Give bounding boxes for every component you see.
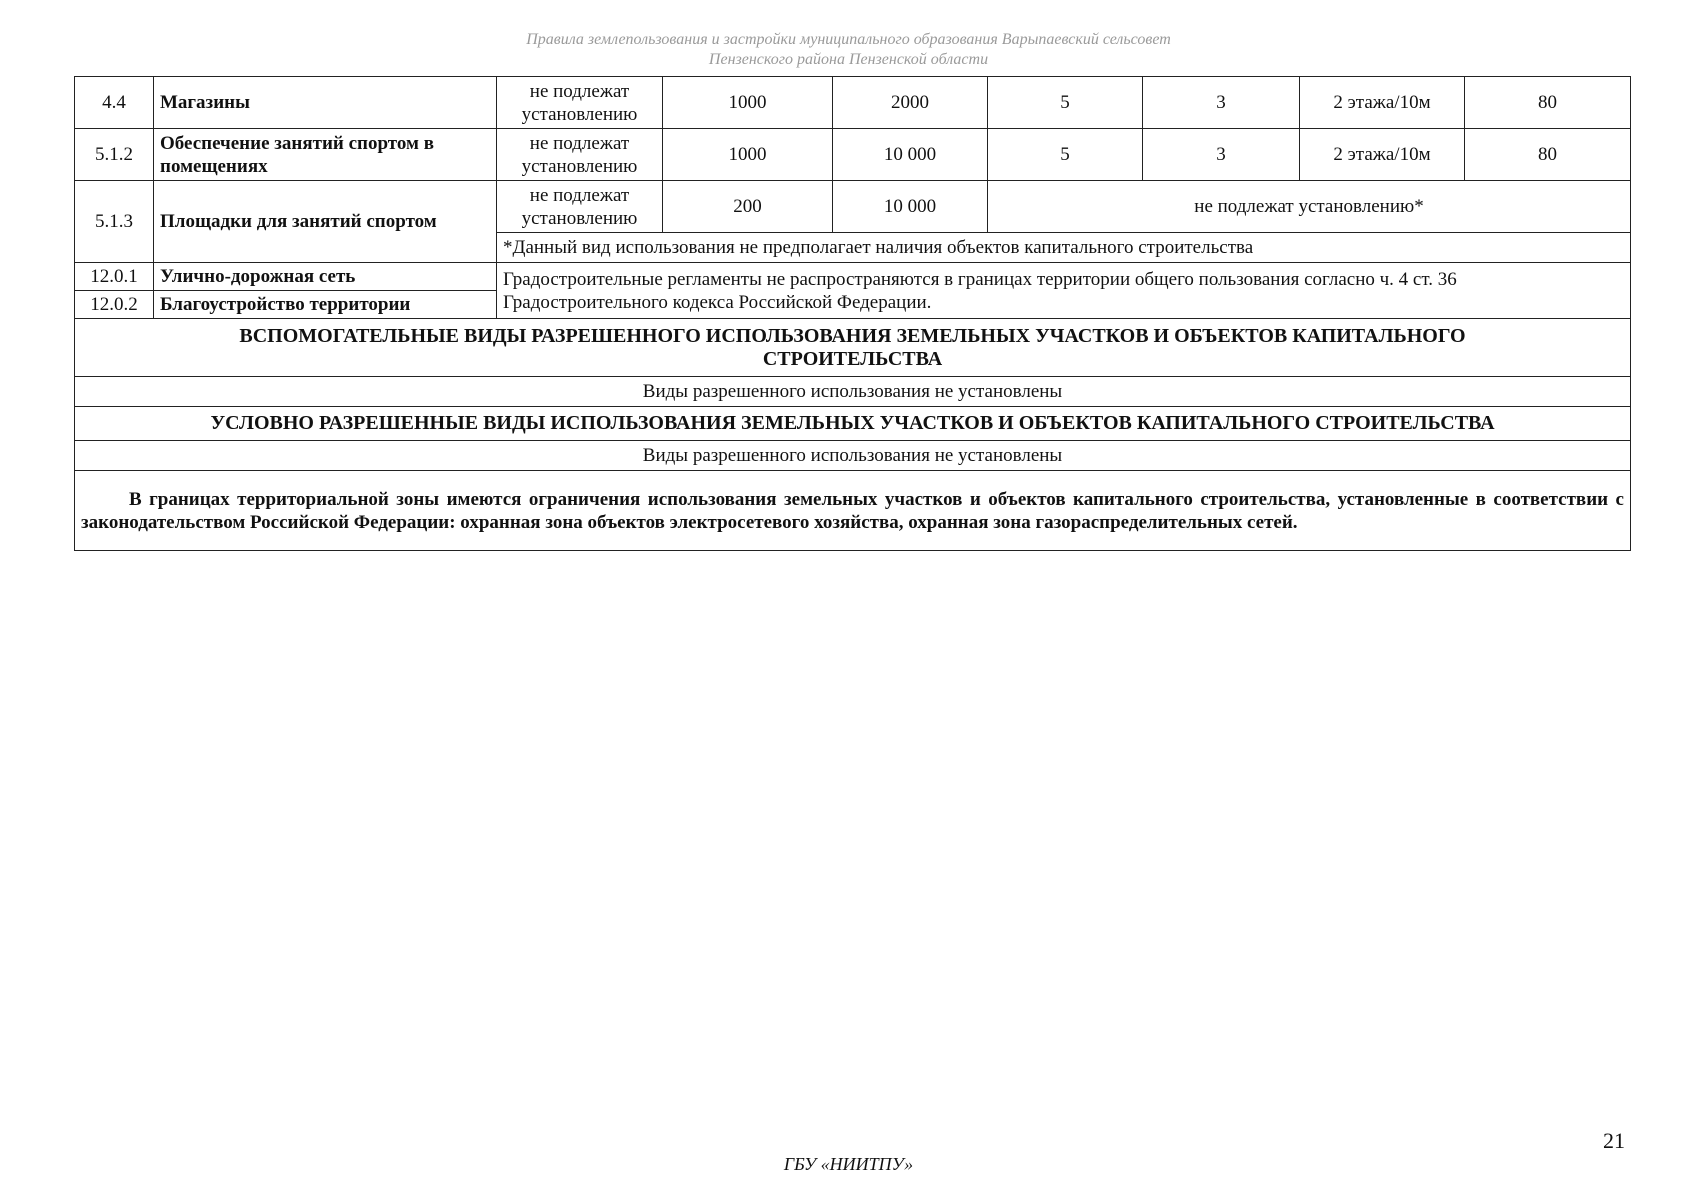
- row-code: 12.0.1: [75, 263, 154, 291]
- row-name: Магазины: [154, 77, 497, 129]
- footnote-cell: *Данный вид использования не предполагает наличия объектов капитального строительства: [497, 233, 1631, 263]
- row-code: 5.1.3: [75, 181, 154, 263]
- section-value-row: [75, 377, 1631, 407]
- page-number: 21: [1603, 1128, 1625, 1153]
- auxiliary-uses-value: Виды разрешенного использования не установлены: [75, 377, 1631, 407]
- row-name: Площадки для занятий спортом: [154, 181, 497, 263]
- row-value: 2 этажа/10м: [1300, 77, 1465, 129]
- row-value: не подлежат установлению: [497, 77, 663, 129]
- header-line-1: Правила землепользования и застройки муниципального образования Варыпаевский сельсовет: [526, 31, 1171, 48]
- table-row: [75, 263, 1631, 291]
- auxiliary-uses-heading: ВСПОМОГАТЕЛЬНЫЕ ВИДЫ РАЗРЕШЕННОГО ИСПОЛЬЗОВАНИЯ ЗЕМЕЛЬНЫХ УЧАСТКОВ И ОБЪЕКТОВ КАПИТАЛЬНОГО СТРОИТЕЛЬСТВА: [75, 319, 1631, 377]
- row-name: Благоустройство территории: [154, 291, 497, 319]
- row-value: 80: [1465, 77, 1631, 129]
- public-use-note: Градостроительные регламенты не распространяются в границах территории общего пользования согласно ч. 4 ст. 36 Градостроительного кодекса Российской Федерации.: [497, 263, 1631, 319]
- header-line-2: Пензенского района Пензенской области: [708, 51, 989, 68]
- restrictions-cell: [75, 471, 1631, 551]
- row-code: 12.0.2: [75, 291, 154, 319]
- conditional-uses-heading: УСЛОВНО РАЗРЕШЕННЫЕ ВИДЫ ИСПОЛЬЗОВАНИЯ ЗЕМЕЛЬНЫХ УЧАСТКОВ И ОБЪЕКТОВ КАПИТАЛЬНОГО СТРОИТЕЛЬСТВА: [75, 407, 1631, 441]
- row-name: Улично-дорожная сеть: [154, 263, 497, 291]
- row-value: не подлежат установлению: [497, 181, 663, 233]
- row-value: 10 000: [833, 129, 988, 181]
- row-value: 200: [663, 181, 833, 233]
- row-value: 1000: [663, 77, 833, 129]
- land-use-regulations-table: [74, 76, 1631, 551]
- section-heading-row: [75, 407, 1631, 441]
- row-value: 5: [988, 129, 1143, 181]
- merged-not-established-cell: не подлежат установлению*: [988, 181, 1631, 233]
- conditional-uses-value: Виды разрешенного использования не установлены: [75, 441, 1631, 471]
- row-value: 5: [988, 77, 1143, 129]
- restrictions-row: [75, 471, 1631, 551]
- row-value: не подлежат установлению: [497, 129, 663, 181]
- row-name: Обеспечение занятий спортом в помещениях: [154, 129, 497, 181]
- page-header: [0, 30, 1697, 70]
- row-value: 2 этажа/10м: [1300, 129, 1465, 181]
- row-value: 10 000: [833, 181, 988, 233]
- row-code: 4.4: [75, 77, 154, 129]
- row-code: 5.1.2: [75, 129, 154, 181]
- row-value: 3: [1143, 129, 1300, 181]
- table-row: [75, 129, 1631, 181]
- row-value: 3: [1143, 77, 1300, 129]
- table-row: [75, 77, 1631, 129]
- footer: ГБУ «НИИТПУ»: [783, 1154, 914, 1174]
- section-value-row: [75, 441, 1631, 471]
- restrictions-text: В границах территориальной зоны имеются ограничения использования земельных участков и объектов капитального строительства, установленные в соответствии с законодательством Российской Федерации: охранная зона объектов электросетевого хозяйства, охранная зона газораспределительных сетей.: [81, 488, 1624, 533]
- section-heading-row: [75, 319, 1631, 377]
- row-value: 80: [1465, 129, 1631, 181]
- row-value: 2000: [833, 77, 988, 129]
- table-row: [75, 181, 1631, 233]
- row-value: 1000: [663, 129, 833, 181]
